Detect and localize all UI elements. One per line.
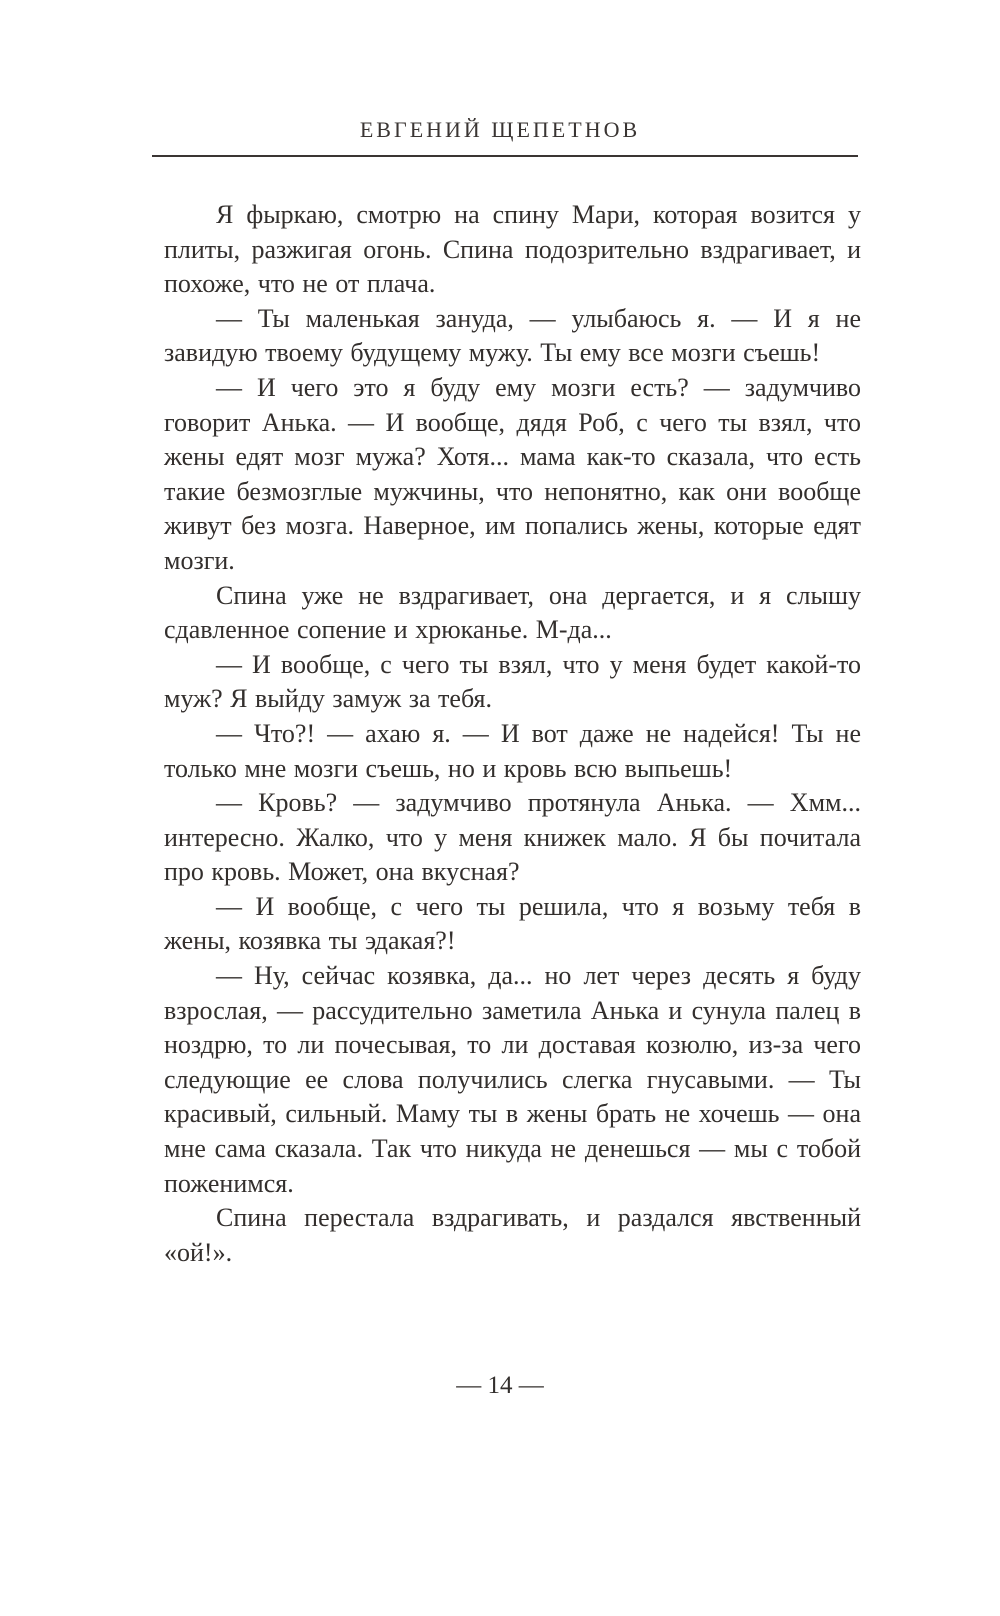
- paragraph: Я фыркаю, смотрю на спину Мари, которая возится у плиты, разжигая огонь. Спина подозрительно вздрагивает, и похоже, что не от плача.: [164, 200, 861, 299]
- paragraph: Спина уже не вздрагивает, она дергается, и я слышу сдавленное сопение и хрюканье. М-да...: [164, 580, 861, 645]
- paragraph: — И чего это я буду ему мозги есть? — задумчиво говорит Анька. — И вообще, дядя Роб, с чего ты взял, что жены едят мозг мужа? Хотя... мама как-то сказала, что есть такие безмозглые мужчины, что непонятно, как они вообще живут без мозга. Наверное, им попались жены, которые едят мозги.: [164, 372, 861, 575]
- header-rule: [152, 155, 858, 157]
- body-text: [164, 198, 861, 1270]
- paragraph: — Ты маленькая зануда, — улыбаюсь я. — И я не завидую твоему будущему мужу. Ты ему все мозги съешь!: [164, 303, 861, 368]
- paragraph: — Ну, сейчас козявка, да... но лет через десять я буду взрослая, — рассудительно заметила Анька и сунула палец в ноздрю, то ли почесывая, то ли доставая козюлю, из-за чего следующие ее слова получились слегка гнусавыми. — Ты красивый, сильный. Маму ты в жены брать не хочешь — она мне сама сказала. Так что никуда не денешься — мы с тобой поженимся.: [164, 961, 861, 1198]
- paragraph: — И вообще, с чего ты решила, что я возьму тебя в жены, козявка ты эдакая?!: [164, 891, 861, 956]
- paragraph: — Кровь? — задумчиво протянула Анька. — Хмм... интересно. Жалко, что у меня книжек мало. Я бы почитала про кровь. Может, она вкусная?: [164, 788, 861, 887]
- paragraph: Спина перестала вздрагивать, и раздался явственный «ой!».: [164, 1203, 861, 1267]
- paragraph: — Что?! — ахаю я. — И вот даже не надейся! Ты не только мне мозги съешь, но и кровь всю выпьешь!: [164, 718, 861, 783]
- paragraph: — И вообще, с чего ты взял, что у меня будет какой-то муж? Я выйду замуж за тебя.: [164, 649, 861, 714]
- page-number: — 14 —: [456, 1372, 544, 1399]
- running-header-author: ЕВГЕНИЙ ЩЕПЕТНОВ: [359, 117, 641, 142]
